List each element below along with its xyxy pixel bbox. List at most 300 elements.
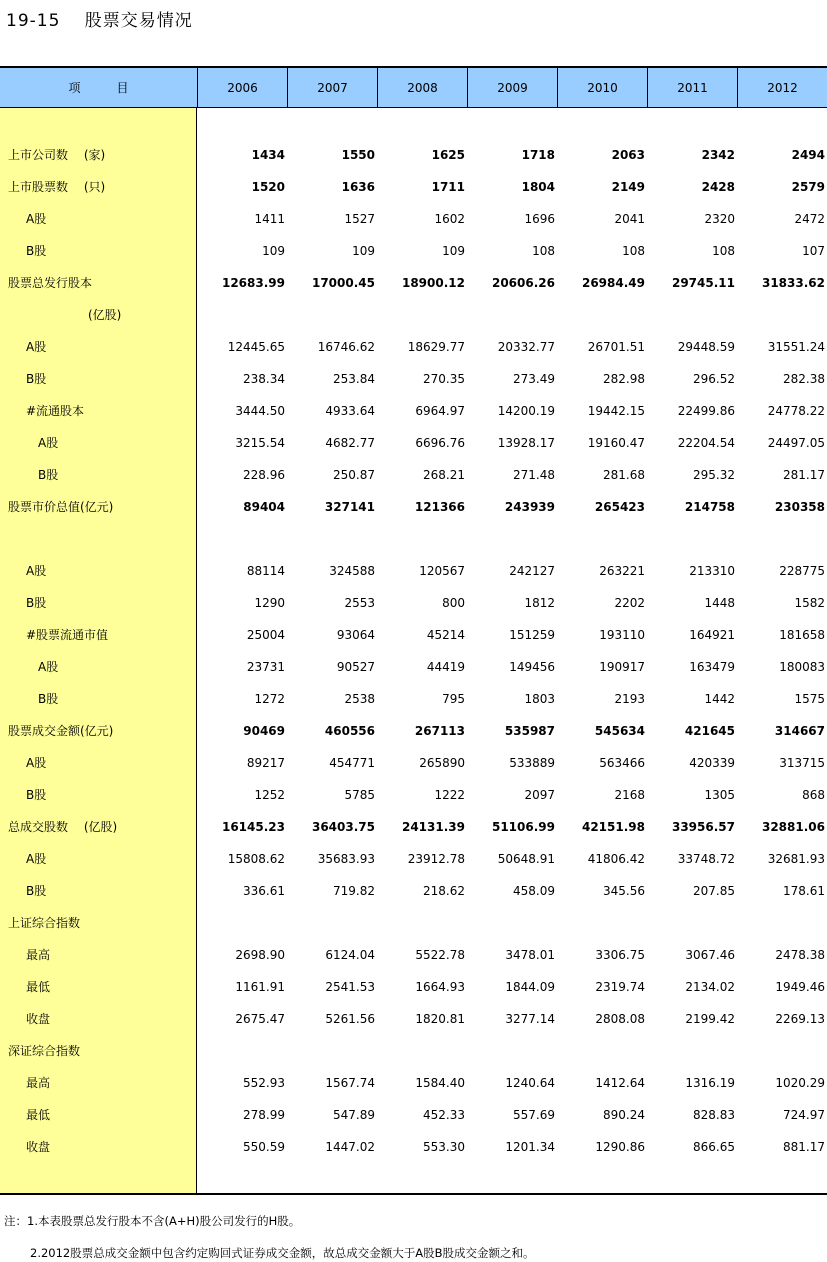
row-label: A股: [26, 852, 47, 866]
table-row: [0, 619, 827, 651]
table-row: [0, 779, 827, 811]
row-label: B股: [38, 692, 59, 706]
cell-value: 1316.19: [685, 1076, 735, 1090]
cell-value: 1447.02: [325, 1140, 375, 1154]
cell-value: 1718: [521, 148, 555, 162]
cell-value: 1567.74: [325, 1076, 375, 1090]
cell-value: 2472: [794, 212, 825, 226]
row-label: A股: [38, 436, 59, 450]
cell-value: 1664.93: [415, 980, 465, 994]
cell-value: 420339: [689, 756, 735, 770]
cell-value: 29448.59: [677, 340, 735, 354]
cell-value: 149456: [509, 660, 555, 674]
cell-value: 458.09: [513, 884, 555, 898]
cell-value: [735, 907, 825, 939]
cell-value: 563466: [599, 756, 645, 770]
cell-value: [195, 907, 285, 939]
cell-value: 36403.75: [311, 820, 375, 834]
cell-value: 296.52: [693, 372, 735, 386]
cell-value: 1575: [794, 692, 825, 706]
row-label: 上市公司数 (家): [8, 148, 106, 162]
table-row: [0, 299, 827, 331]
table-row: [0, 907, 827, 939]
cell-value: 724.97: [783, 1108, 825, 1122]
cell-value: [735, 523, 825, 555]
cell-value: 3478.01: [505, 948, 555, 962]
table-row: [0, 555, 827, 587]
cell-value: 324588: [329, 564, 375, 578]
row-label: B股: [26, 244, 47, 258]
cell-value: 1803: [524, 692, 555, 706]
cell-value: 13928.17: [497, 436, 555, 450]
cell-value: 33956.57: [671, 820, 735, 834]
cell-value: 193110: [599, 628, 645, 642]
cell-value: 4933.64: [325, 404, 375, 418]
row-label: B股: [38, 468, 59, 482]
cell-value: 1550: [341, 148, 375, 162]
cell-value: 270.35: [423, 372, 465, 386]
cell-value: 795: [442, 692, 465, 706]
cell-value: 6696.76: [415, 436, 465, 450]
cell-value: 1625: [431, 148, 465, 162]
cell-value: [285, 523, 375, 555]
cell-value: [735, 299, 825, 331]
row-label: A股: [26, 564, 47, 578]
cell-value: [375, 1035, 465, 1067]
cell-value: 421645: [684, 724, 735, 738]
cell-value: 109: [262, 244, 285, 258]
cell-value: 180083: [779, 660, 825, 674]
row-label: #流通股本: [26, 404, 85, 418]
cell-value: 51106.99: [491, 820, 555, 834]
cell-value: 1820.81: [415, 1012, 465, 1026]
cell-value: [375, 523, 465, 555]
footnote-1: 注：1.本表股票总发行股本不含(A+H)股公司发行的H股。: [4, 1214, 301, 1228]
cell-value: 2579: [791, 180, 825, 194]
cell-value: 26701.51: [587, 340, 645, 354]
row-label: A股: [26, 756, 47, 770]
cell-value: 2541.53: [325, 980, 375, 994]
table-row: [0, 683, 827, 715]
row-label: A股: [38, 660, 59, 674]
cell-value: 881.17: [783, 1140, 825, 1154]
table-row: [0, 171, 827, 203]
cell-value: 1222: [434, 788, 465, 802]
cell-value: 295.32: [693, 468, 735, 482]
table-row: [0, 267, 827, 299]
cell-value: 44419: [426, 660, 465, 674]
cell-value: 1290.86: [595, 1140, 645, 1154]
cell-value: 281.17: [783, 468, 825, 482]
cell-value: 1411: [254, 212, 285, 226]
cell-value: 868: [802, 788, 825, 802]
row-label: #股票流通市值: [26, 628, 109, 642]
cell-value: 1442: [704, 692, 735, 706]
header-year: 2006: [197, 68, 287, 108]
row-label: 深证综合指数: [8, 1044, 81, 1058]
cell-value: [555, 523, 645, 555]
cell-value: 50648.91: [497, 852, 555, 866]
cell-value: 93064: [336, 628, 375, 642]
cell-value: 1696: [524, 212, 555, 226]
table-row: [0, 747, 827, 779]
header-year: 2011: [647, 68, 737, 108]
cell-value: [195, 1035, 285, 1067]
cell-value: 2269.13: [775, 1012, 825, 1026]
cell-value: 890.24: [603, 1108, 645, 1122]
cell-value: 17000.45: [311, 276, 375, 290]
cell-value: 265890: [419, 756, 465, 770]
cell-value: 108: [712, 244, 735, 258]
cell-value: [555, 907, 645, 939]
cell-value: 1602: [434, 212, 465, 226]
row-label: B股: [26, 884, 47, 898]
row-label: 最高: [26, 948, 51, 962]
cell-value: [645, 299, 735, 331]
row-label: 上证综合指数: [8, 916, 81, 930]
cell-value: 22499.86: [677, 404, 735, 418]
cell-value: 1434: [251, 148, 285, 162]
cell-value: 2808.08: [595, 1012, 645, 1026]
cell-value: 18629.77: [407, 340, 465, 354]
cell-value: 32881.06: [761, 820, 825, 834]
cell-value: 2494: [791, 148, 825, 162]
cell-value: 1240.64: [505, 1076, 555, 1090]
cell-value: 545634: [594, 724, 645, 738]
table-row: [0, 715, 827, 747]
table-row: [0, 939, 827, 971]
cell-value: 35683.93: [317, 852, 375, 866]
cell-value: 2168: [614, 788, 645, 802]
table-row: [0, 491, 827, 523]
cell-value: 1804: [521, 180, 555, 194]
cell-value: 1020.29: [775, 1076, 825, 1090]
cell-value: 242127: [509, 564, 555, 578]
cell-value: 14200.19: [497, 404, 555, 418]
cell-value: 18900.12: [401, 276, 465, 290]
table-row: [0, 971, 827, 1003]
cell-value: 282.98: [603, 372, 645, 386]
cell-value: 6964.97: [415, 404, 465, 418]
cell-value: 263221: [599, 564, 645, 578]
cell-value: 1161.91: [235, 980, 285, 994]
table-row: [0, 459, 827, 491]
cell-value: 800: [442, 596, 465, 610]
cell-value: [195, 523, 285, 555]
row-label: 上市股票数 (只): [8, 180, 106, 194]
cell-value: 12683.99: [221, 276, 285, 290]
cell-value: 2320: [704, 212, 735, 226]
cell-value: 24131.39: [401, 820, 465, 834]
cell-value: 3444.50: [235, 404, 285, 418]
cell-value: 553.30: [423, 1140, 465, 1154]
row-label: 股票总发行股本: [8, 276, 93, 290]
table-row: [0, 843, 827, 875]
cell-value: 336.61: [243, 884, 285, 898]
cell-value: 313715: [779, 756, 825, 770]
cell-value: [645, 1035, 735, 1067]
cell-value: 271.48: [513, 468, 555, 482]
cell-value: 3215.54: [235, 436, 285, 450]
cell-value: 88114: [246, 564, 285, 578]
cell-value: 253.84: [333, 372, 375, 386]
header-year: 2010: [557, 68, 647, 108]
cell-value: 314667: [774, 724, 825, 738]
cell-value: 1412.64: [595, 1076, 645, 1090]
header-year: 2009: [467, 68, 557, 108]
cell-value: 6124.04: [325, 948, 375, 962]
cell-value: 2428: [701, 180, 735, 194]
cell-value: 1584.40: [415, 1076, 465, 1090]
cell-value: [465, 1035, 555, 1067]
table-row: [0, 427, 827, 459]
cell-value: 3067.46: [685, 948, 735, 962]
cell-value: 20606.26: [491, 276, 555, 290]
table-row: [0, 331, 827, 363]
cell-value: 213310: [689, 564, 735, 578]
cell-value: 454771: [329, 756, 375, 770]
cell-value: 1636: [341, 180, 375, 194]
cell-value: 109: [352, 244, 375, 258]
cell-value: 281.68: [603, 468, 645, 482]
cell-value: 12445.65: [227, 340, 285, 354]
cell-value: 90469: [243, 724, 285, 738]
cell-value: 151259: [509, 628, 555, 642]
cell-value: 2149: [611, 180, 645, 194]
cell-value: 828.83: [693, 1108, 735, 1122]
table-row: [0, 523, 827, 555]
cell-value: 31833.62: [761, 276, 825, 290]
cell-value: [285, 299, 375, 331]
cell-value: 2193: [614, 692, 645, 706]
cell-value: [645, 523, 735, 555]
cell-value: 1711: [431, 180, 465, 194]
cell-value: 207.85: [693, 884, 735, 898]
table-row: [0, 203, 827, 235]
cell-value: 16145.23: [221, 820, 285, 834]
cell-value: 228775: [779, 564, 825, 578]
cell-value: 23731: [246, 660, 285, 674]
cell-value: 2698.90: [235, 948, 285, 962]
cell-value: 4682.77: [325, 436, 375, 450]
cell-value: 41806.42: [587, 852, 645, 866]
cell-value: 108: [622, 244, 645, 258]
cell-value: 15808.62: [227, 852, 285, 866]
cell-value: 20332.77: [497, 340, 555, 354]
cell-value: 552.93: [243, 1076, 285, 1090]
cell-value: [285, 907, 375, 939]
cell-value: 550.59: [243, 1140, 285, 1154]
table-row: [0, 1067, 827, 1099]
table-row: [0, 139, 827, 171]
cell-value: 2478.38: [775, 948, 825, 962]
cell-value: 2538: [344, 692, 375, 706]
cell-value: 3277.14: [505, 1012, 555, 1026]
bottom-rule: [0, 1193, 827, 1195]
cell-value: 42151.98: [581, 820, 645, 834]
cell-value: 25004: [246, 628, 285, 642]
cell-value: [735, 1035, 825, 1067]
header-year: 2008: [377, 68, 467, 108]
cell-value: 108: [532, 244, 555, 258]
cell-value: 533889: [509, 756, 555, 770]
cell-value: 2041: [614, 212, 645, 226]
row-label: B股: [26, 788, 47, 802]
cell-value: [375, 299, 465, 331]
header-year: 2007: [287, 68, 377, 108]
cell-value: 1520: [251, 180, 285, 194]
cell-value: 26984.49: [581, 276, 645, 290]
row-label: 股票市价总值(亿元): [8, 500, 114, 514]
cell-value: [285, 1035, 375, 1067]
cell-value: 535987: [504, 724, 555, 738]
row-label: A股: [26, 340, 47, 354]
cell-value: 719.82: [333, 884, 375, 898]
table-row: [0, 363, 827, 395]
cell-value: [555, 1035, 645, 1067]
cell-value: 866.65: [693, 1140, 735, 1154]
cell-value: 1252: [254, 788, 285, 802]
cell-value: 5522.78: [415, 948, 465, 962]
cell-value: 31551.24: [767, 340, 825, 354]
row-label: A股: [26, 212, 47, 226]
row-label: 股票成交金额(亿元): [8, 724, 114, 738]
cell-value: 2202: [614, 596, 645, 610]
cell-value: [465, 907, 555, 939]
table-row: [0, 395, 827, 427]
row-label: (亿股): [88, 308, 122, 322]
cell-value: 19160.47: [587, 436, 645, 450]
cell-value: 90527: [336, 660, 375, 674]
cell-value: [465, 299, 555, 331]
cell-value: 557.69: [513, 1108, 555, 1122]
page-title: 19-15 股票交易情况: [6, 11, 193, 31]
cell-value: 278.99: [243, 1108, 285, 1122]
cell-value: 89404: [243, 500, 285, 514]
footnotes: [4, 1212, 535, 1262]
cell-value: 3306.75: [595, 948, 645, 962]
cell-value: 2063: [611, 148, 645, 162]
table-row: [0, 875, 827, 907]
cell-value: 1527: [344, 212, 375, 226]
table-row: [0, 1003, 827, 1035]
cell-value: 16746.62: [317, 340, 375, 354]
header-item-label: 项 目: [68, 81, 129, 95]
cell-value: [195, 299, 285, 331]
row-label: 最低: [26, 1108, 51, 1122]
cell-value: 120567: [419, 564, 465, 578]
cell-value: 238.34: [243, 372, 285, 386]
cell-value: [645, 907, 735, 939]
cell-value: 1448: [704, 596, 735, 610]
cell-value: 268.21: [423, 468, 465, 482]
cell-value: 19442.15: [587, 404, 645, 418]
cell-value: 178.61: [783, 884, 825, 898]
cell-value: 22204.54: [677, 436, 735, 450]
cell-value: 33748.72: [677, 852, 735, 866]
cell-value: 5261.56: [325, 1012, 375, 1026]
cell-value: [375, 907, 465, 939]
cell-value: 250.87: [333, 468, 375, 482]
footnote-2: 2.2012股票总成交金额中包含约定购回式证券成交金额，故总成交金额大于A股B股成交金额之和。: [30, 1246, 535, 1260]
cell-value: 1201.34: [505, 1140, 555, 1154]
row-label: B股: [26, 372, 47, 386]
cell-value: 1272: [254, 692, 285, 706]
cell-value: 121366: [414, 500, 465, 514]
table-row: [0, 1035, 827, 1067]
table-header: [0, 66, 827, 108]
cell-value: 163479: [689, 660, 735, 674]
table-row: [0, 235, 827, 267]
cell-value: 24778.22: [767, 404, 825, 418]
cell-value: 109: [442, 244, 465, 258]
cell-value: 32681.93: [767, 852, 825, 866]
cell-value: 1582: [794, 596, 825, 610]
row-label: 最高: [26, 1076, 51, 1090]
cell-value: 547.89: [333, 1108, 375, 1122]
cell-value: 1844.09: [505, 980, 555, 994]
cell-value: 24497.05: [767, 436, 825, 450]
cell-value: 1812: [524, 596, 555, 610]
stock-trading-table: [0, 66, 827, 1194]
cell-value: 460556: [324, 724, 375, 738]
table-row: [0, 587, 827, 619]
cell-value: 1305: [704, 788, 735, 802]
cell-value: 181658: [779, 628, 825, 642]
row-label: 收盘: [26, 1012, 51, 1026]
cell-value: 2675.47: [235, 1012, 285, 1026]
cell-value: 273.49: [513, 372, 555, 386]
cell-value: 2199.42: [685, 1012, 735, 1026]
table-row: [0, 1099, 827, 1131]
row-label: B股: [26, 596, 47, 610]
cell-value: 5785: [344, 788, 375, 802]
cell-value: 2097: [524, 788, 555, 802]
cell-value: 164921: [689, 628, 735, 642]
cell-value: 345.56: [603, 884, 645, 898]
row-label: 收盘: [26, 1140, 51, 1154]
row-label: 最低: [26, 980, 51, 994]
header-year: 2012: [737, 68, 827, 108]
cell-value: 214758: [684, 500, 735, 514]
table-row: [0, 811, 827, 843]
cell-value: 265423: [594, 500, 645, 514]
cell-value: 2134.02: [685, 980, 735, 994]
cell-value: 452.33: [423, 1108, 465, 1122]
cell-value: 228.96: [243, 468, 285, 482]
cell-value: 45214: [426, 628, 465, 642]
cell-value: [465, 523, 555, 555]
cell-value: 1949.46: [775, 980, 825, 994]
cell-value: 267113: [414, 724, 465, 738]
cell-value: 89217: [246, 756, 285, 770]
cell-value: 2342: [701, 148, 735, 162]
cell-value: 107: [802, 244, 825, 258]
table-row: [0, 651, 827, 683]
cell-value: 2553: [344, 596, 375, 610]
cell-value: 1290: [254, 596, 285, 610]
cell-value: [555, 299, 645, 331]
table-row: [0, 1131, 827, 1163]
cell-value: 230358: [774, 500, 825, 514]
cell-value: 218.62: [423, 884, 465, 898]
row-label: 总成交股数 (亿股): [8, 820, 118, 834]
cell-value: 29745.11: [671, 276, 735, 290]
cell-value: 23912.78: [407, 852, 465, 866]
cell-value: 327141: [324, 500, 375, 514]
cell-value: 190917: [599, 660, 645, 674]
cell-value: 243939: [504, 500, 555, 514]
